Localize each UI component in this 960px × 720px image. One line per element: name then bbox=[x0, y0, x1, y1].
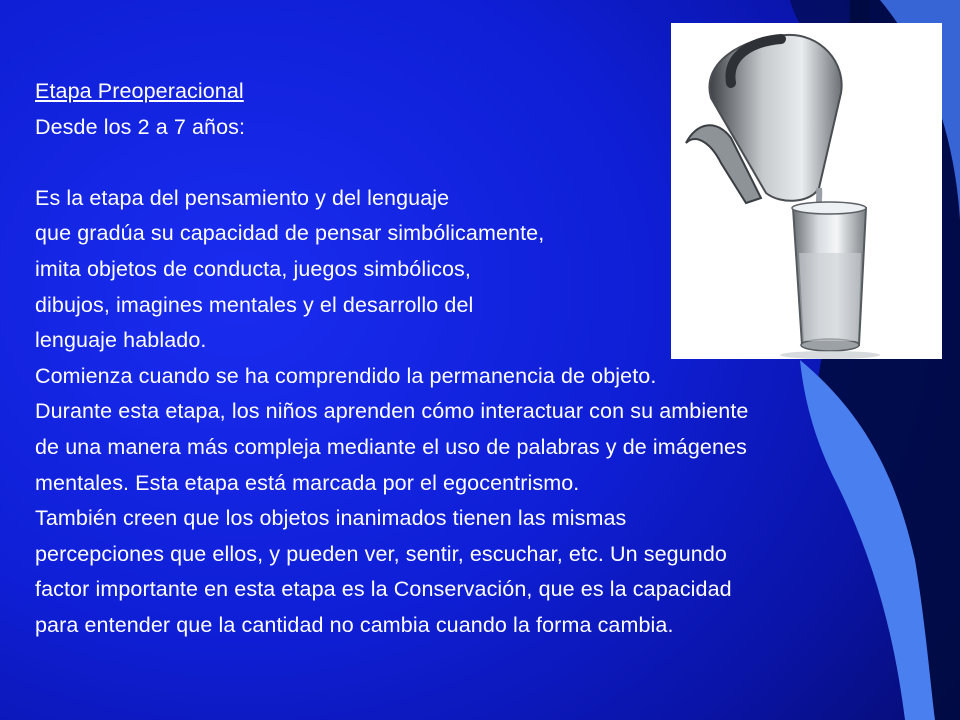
body-line: También creen que los objetos inanimados tienen las mismas bbox=[35, 506, 627, 531]
body-line: mentales. Esta etapa está marcada por el egocentrismo. bbox=[35, 470, 580, 495]
slide-body-text bbox=[35, 74, 935, 644]
body-line: que gradúa su capacidad de pensar simbólicamente, bbox=[35, 221, 545, 246]
body-line: percepciones que ellos, y pueden ver, sentir, escuchar, etc. Un segundo bbox=[35, 541, 727, 566]
body-line: imita objetos de conducta, juegos simbólicos, bbox=[35, 256, 471, 281]
body-line: de una manera más compleja mediante el uso de palabras y de imágenes bbox=[35, 434, 747, 459]
body-line: Durante esta etapa, los niños aprenden cómo interactuar con su ambiente bbox=[35, 399, 749, 424]
body-line: Comienza cuando se ha comprendido la permanencia de objeto. bbox=[35, 363, 657, 388]
body-line: lenguaje hablado. bbox=[35, 328, 207, 353]
slide-title: Etapa Preoperacional bbox=[35, 79, 244, 103]
body-line: factor importante en esta etapa es la Conservación, que es la capacidad bbox=[35, 577, 732, 602]
body-line-blank bbox=[35, 145, 935, 181]
body-line: para entender que la cantidad no cambia cuando la forma cambia. bbox=[35, 612, 674, 637]
body-line: dibujos, imagines mentales y el desarrollo del bbox=[35, 292, 474, 317]
body-line: Es la etapa del pensamiento y del lenguaje bbox=[35, 185, 450, 210]
body-line: Desde los 2 a 7 años: bbox=[35, 114, 246, 139]
